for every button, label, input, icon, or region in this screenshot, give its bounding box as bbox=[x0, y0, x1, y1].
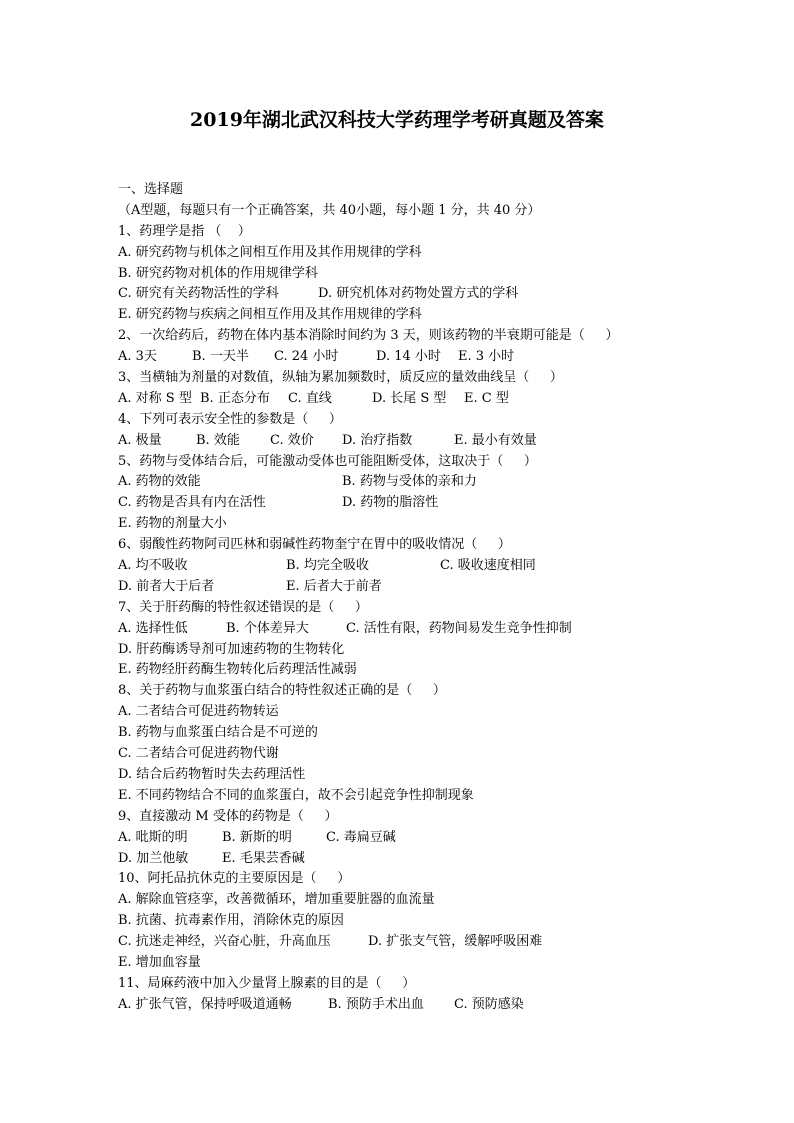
option-row bbox=[118, 493, 718, 514]
option-row bbox=[118, 828, 718, 849]
option-d: D. 加兰他敏 bbox=[118, 850, 189, 866]
option-d: D. 长尾 S 型 bbox=[372, 390, 447, 406]
option-e: E. 毛果芸香碱 bbox=[222, 850, 305, 866]
option-e: E. 增加血容量 bbox=[118, 954, 201, 970]
option-a: A. 选择性低 bbox=[118, 620, 188, 636]
option-d: D. 前者大于后者 bbox=[118, 578, 215, 594]
option-row bbox=[118, 556, 718, 577]
option-c: C. 研究有关药物活性的学科 bbox=[118, 286, 279, 302]
option-b: B. 抗菌、抗毒素作用，消除休克的原因 bbox=[118, 913, 344, 929]
option-d: D. 14 小时 bbox=[376, 349, 441, 365]
option-b: B. 个体差异大 bbox=[226, 620, 309, 636]
option-e: E. 药物的剂量大小 bbox=[118, 516, 227, 532]
option-row bbox=[118, 284, 718, 305]
option-b: B. 药物与受体的亲和力 bbox=[342, 474, 477, 490]
option-b: B. 预防手术出血 bbox=[328, 996, 424, 1012]
question-stem: 9、直接激动 M 受体的药物是（ ） bbox=[118, 808, 338, 824]
option-d: D. 扩张支气管，缓解呼吸困难 bbox=[368, 934, 543, 950]
option-row bbox=[118, 577, 718, 598]
option-c: C. 预防感染 bbox=[454, 996, 524, 1012]
question-stem: 8、关于药物与血浆蛋白结合的特性叙述正确的是（ ） bbox=[118, 683, 446, 699]
option-e: E. 不同药物结合不同的血浆蛋白，故不会引起竞争性抑制现象 bbox=[118, 787, 474, 803]
option-d: D. 研究机体对药物处置方式的学科 bbox=[318, 286, 519, 302]
option-c: C. 药物是否具有内在活性 bbox=[118, 495, 266, 511]
option-row bbox=[118, 389, 718, 410]
document-body bbox=[118, 180, 718, 1016]
option-row bbox=[118, 995, 718, 1016]
section-instruction: （A型题，每题只有一个正确答案，共 40小题，每小题 1 分，共 40 分） bbox=[118, 202, 541, 218]
option-a: A. 扩张气管，保持呼吸道通畅 bbox=[118, 996, 292, 1012]
option-d: D. 治疗指数 bbox=[342, 432, 413, 448]
question-stem: 7、关于肝药酶的特性叙述错误的是（ ） bbox=[118, 599, 368, 615]
option-c: C. 二者结合可促进药物代谢 bbox=[118, 746, 279, 762]
document-title: 2019年湖北武汉科技大学药理学考研真题及答案 bbox=[190, 109, 604, 131]
option-c: C. 吸收速度相同 bbox=[440, 558, 536, 574]
option-e: E. 最小有效量 bbox=[454, 432, 537, 448]
option-a: A. 3天 bbox=[118, 349, 157, 365]
option-a: A. 解除血管痉挛，改善微循环，增加重要脏器的血流量 bbox=[118, 892, 435, 908]
option-a: A. 吡斯的明 bbox=[118, 829, 188, 845]
option-c: C. 活性有限，药物间易发生竞争性抑制 bbox=[346, 620, 572, 636]
option-d: D. 结合后药物暂时失去药理活性 bbox=[118, 766, 306, 782]
option-d: D. 药物的脂溶性 bbox=[342, 495, 439, 511]
question-stem: 11、局麻药液中加入少量肾上腺素的目的是（ ） bbox=[118, 975, 416, 991]
option-a: A. 极量 bbox=[118, 432, 162, 448]
option-row bbox=[118, 619, 718, 640]
option-c: C. 毒扁豆碱 bbox=[326, 829, 396, 845]
option-b: B. 研究药物对机体的作用规律学科 bbox=[118, 265, 318, 281]
option-c: C. 效价 bbox=[270, 432, 314, 448]
option-d: D. 肝药酶诱导剂可加速药物的生物转化 bbox=[118, 641, 345, 657]
question-stem: 5、药物与受体结合后，可能激动受体也可能阻断受体，这取决于（ ） bbox=[118, 453, 537, 469]
option-row bbox=[118, 431, 718, 452]
option-row bbox=[118, 932, 718, 953]
option-row bbox=[118, 472, 718, 493]
section-heading: 一、选择题 bbox=[118, 182, 184, 197]
option-a: A. 药物的效能 bbox=[118, 474, 201, 490]
option-b: B. 新斯的明 bbox=[222, 829, 292, 845]
question-stem: 4、下列可表示安全性的参数是（ ） bbox=[118, 411, 342, 427]
question-stem: 3、当横轴为剂量的对数值，纵轴为累加频数时，质反应的量效曲线呈（ ） bbox=[118, 370, 563, 386]
option-b: B. 效能 bbox=[196, 432, 240, 448]
option-c: C. 24 小时 bbox=[274, 349, 339, 365]
option-c: C. 直线 bbox=[288, 390, 332, 406]
question-stem: 10、阿托品抗休克的主要原因是（ ） bbox=[118, 871, 351, 887]
option-c: C. 抗迷走神经，兴奋心脏，升高血压 bbox=[118, 934, 331, 950]
option-e: E. 后者大于前者 bbox=[286, 578, 382, 594]
question-stem: 1、药理学是指 （ ） bbox=[118, 223, 251, 239]
option-b: B. 药物与血浆蛋白结合是不可逆的 bbox=[118, 725, 318, 741]
option-e: E. 3 小时 bbox=[458, 349, 515, 365]
option-a: A. 二者结合可促进药物转运 bbox=[118, 704, 279, 720]
question-stem: 6、弱酸性药物阿司匹林和弱碱性药物奎宁在胃中的吸收情况（ ） bbox=[118, 537, 511, 553]
question-stem: 2、一次给药后，药物在体内基本消除时间约为 3 天，则该药物的半衰期可能是（ ） bbox=[118, 328, 619, 344]
option-a: A. 研究药物与机体之间相互作用及其作用规律的学科 bbox=[118, 244, 422, 260]
option-b: B. 正态分布 bbox=[200, 390, 270, 406]
option-a: A. 对称 S 型 bbox=[118, 390, 192, 406]
option-e: E. C 型 bbox=[464, 390, 509, 406]
option-row bbox=[118, 849, 718, 870]
option-row bbox=[118, 347, 718, 368]
option-e: E. 药物经肝药酶生物转化后药理活性减弱 bbox=[118, 662, 357, 678]
option-b: B. 一天半 bbox=[192, 349, 249, 365]
option-e: E. 研究药物与疾病之间相互作用及其作用规律的学科 bbox=[118, 307, 422, 323]
option-a: A. 均不吸收 bbox=[118, 558, 188, 574]
option-b: B. 均完全吸收 bbox=[286, 558, 369, 574]
